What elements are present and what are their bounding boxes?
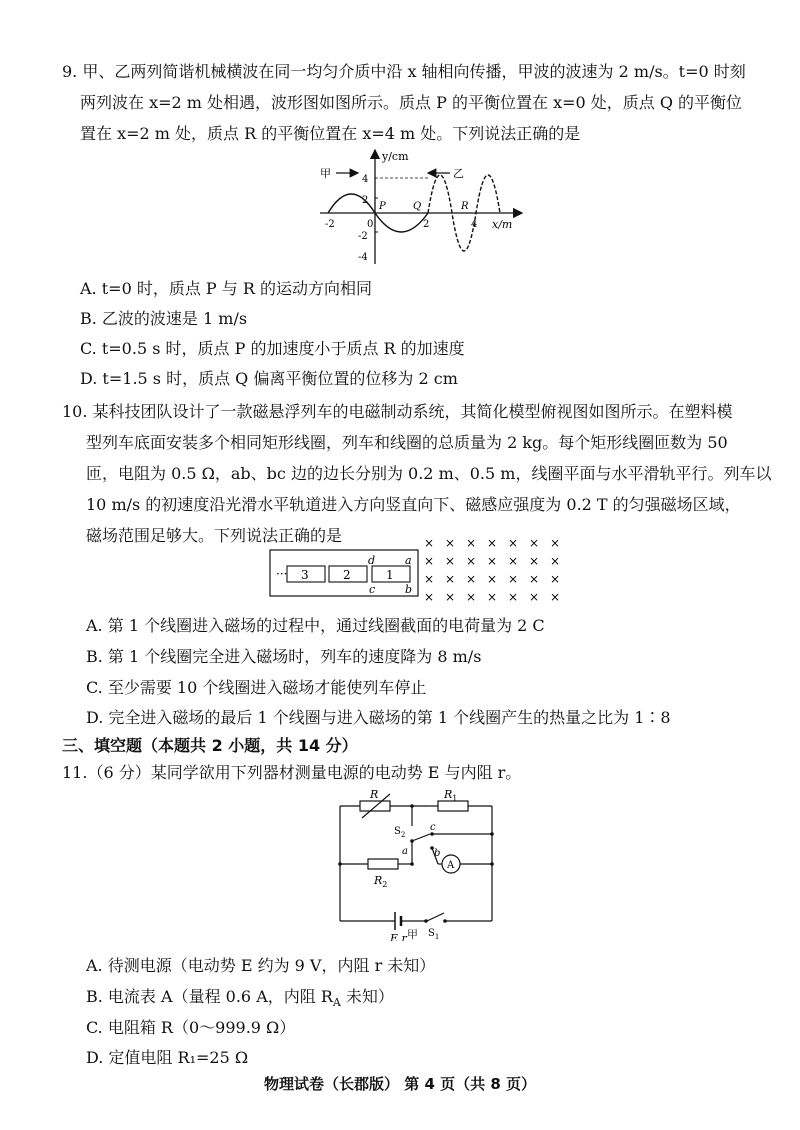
circuit-caption: 甲 (407, 928, 418, 941)
ellipsis: ··· (276, 567, 288, 581)
label-yi: 乙 (453, 167, 464, 180)
emf-label: E r (390, 932, 407, 941)
label-r: R (370, 788, 379, 801)
label-s1 (428, 928, 439, 941)
label-s2 (394, 826, 405, 839)
field-cross: × (424, 554, 435, 568)
y-axis-label: y/cm (382, 150, 409, 163)
q10-option-a: A. 第 1 个线圈进入磁场的过程中，通过线圈截面的电荷量为 2 C (86, 616, 545, 635)
x-axis-label: x/m (492, 218, 513, 231)
label-s1-main: S (428, 928, 435, 939)
field-cross: × (529, 536, 540, 550)
field-cross: × (529, 572, 540, 586)
label-r2 (373, 874, 387, 889)
q11-stem: 11.（6 分）某同学欲用下列器材测量电源的电动势 E 与内阻 r。 (62, 763, 522, 782)
label-r1-main: R (444, 788, 453, 801)
field-cross: × (466, 536, 477, 550)
field-cross: × (466, 554, 477, 568)
coil-1-label: 1 (386, 568, 394, 582)
q10-option-d: D. 完全进入磁场的最后 1 个线圈与进入磁场的第 1 个线圈产生的热量之比为 1∶8 (86, 708, 671, 727)
ammeter-label: A (447, 860, 455, 871)
x-tick-2: 2 (423, 219, 430, 230)
field-cross: × (508, 572, 519, 586)
q11-option-a: A. 待测电源（电动势 E 约为 9 V，内阻 r 未知） (86, 956, 436, 975)
corner-a: a (405, 554, 412, 567)
point-r: R (461, 201, 469, 212)
x-tick-4: 4 (471, 219, 478, 230)
label-r1 (443, 788, 457, 803)
q9-line-3: 置在 x=2 m 处，质点 R 的平衡位置在 x=4 m 处。下列说法正确的是 (80, 124, 581, 143)
switch-s1 (427, 913, 444, 921)
q11-option-d: D. 定值电阻 R₁=25 Ω (86, 1048, 249, 1067)
q9-line-2: 两列波在 x=2 m 处相遇，波形图如图所示。质点 P 的平衡位置在 x=0 处，质点 Q 的平衡位 (80, 93, 743, 112)
coil-figure (268, 532, 568, 611)
point-q: Q (413, 201, 422, 212)
x-tick-0: 0 (367, 219, 374, 230)
x-tick-neg2: -2 (325, 219, 335, 230)
q11-option-b (86, 987, 394, 1013)
q11-option-b-sub: A (332, 996, 341, 1010)
field-cross: × (550, 572, 561, 586)
page-footer: 物理试卷（长郡版） 第 4 页（共 8 页） (264, 1075, 536, 1093)
q10-line-4: 10 m/s 的初速度沿光滑水平轨道进入方向竖直向下、磁感应强度为 0.2 T 的匀强磁场区域， (86, 495, 741, 514)
coil-3-label: 3 (301, 568, 309, 582)
magnetic-field (424, 536, 560, 604)
node-c: c (430, 822, 436, 833)
field-cross: × (424, 590, 435, 604)
node-a: a (402, 846, 408, 857)
y-tick-neg4: -4 (358, 252, 368, 263)
y-tick-neg2: -2 (358, 231, 368, 242)
section-three-heading: 三、填空题（本题共 2 小题，共 14 分） (62, 736, 358, 755)
q9-option-c: C. t=0.5 s 时，质点 P 的加速度小于质点 R 的加速度 (80, 339, 465, 358)
q10-option-c: C. 至少需要 10 个线圈进入磁场才能使列车停止 (86, 678, 427, 697)
corner-d: d (368, 554, 376, 567)
field-cross: × (445, 572, 456, 586)
q10-line-5: 磁场范围足够大。下列说法正确的是 (86, 526, 343, 545)
field-cross: × (529, 590, 540, 604)
resistor-box-r (360, 801, 390, 811)
label-s2-main: S (394, 826, 401, 837)
field-cross: × (529, 554, 540, 568)
field-cross: × (508, 554, 519, 568)
q9-option-b: B. 乙波的波速是 1 m/s (80, 309, 248, 328)
q10-line-2: 型列车底面安装多个相同矩形线圈，列车和线圈的总质量为 2 kg。每个矩形线圈匝数为 50 (86, 433, 728, 452)
field-cross: × (508, 536, 519, 550)
q10-line-3: 匝，电阻为 0.5 Ω，ab、bc 边的边长分别为 0.2 m、0.5 m，线圈平面与水平滑轨平行。列车以 (86, 464, 772, 483)
field-cross: × (445, 554, 456, 568)
field-cross: × (424, 536, 435, 550)
field-cross: × (466, 572, 477, 586)
field-cross: × (424, 572, 435, 586)
field-cross: × (550, 554, 561, 568)
q11-option-b-text: B. 电流表 A（量程 0.6 A，内阻 R (86, 987, 333, 1006)
q11-option-b-tail: 未知） (340, 987, 394, 1006)
field-cross: × (487, 554, 498, 568)
field-cross: × (508, 590, 519, 604)
field-cross: × (550, 590, 561, 604)
circuit-figure (320, 786, 510, 945)
q10-line-1: 10. 某科技团队设计了一款磁悬浮列车的电磁制动系统，其简化模型俯视图如图所示。在塑料模 (62, 402, 733, 421)
q9-option-d: D. t=1.5 s 时，质点 Q 偏离平衡位置的位移为 2 cm (80, 369, 458, 388)
corner-b: b (405, 583, 413, 596)
label-s2-sub: 2 (400, 831, 406, 839)
label-jia: 甲 (320, 167, 331, 180)
wave-figure (300, 146, 530, 275)
switch-s2 (412, 834, 430, 841)
field-cross: × (445, 590, 456, 604)
field-cross: × (487, 590, 498, 604)
node-b: b (434, 848, 441, 859)
point-p: P (379, 201, 386, 212)
field-cross: × (550, 536, 561, 550)
label-r2-main: R (374, 874, 383, 887)
q9-line-1: 9. 甲、乙两列简谐机械横波在同一均匀介质中沿 x 轴相向传播，甲波的波速为 2 m/s。t=0 时刻 (62, 62, 746, 81)
label-r2-sub: 2 (382, 880, 388, 889)
q9-option-a: A. t=0 时，质点 P 与 R 的运动方向相同 (80, 279, 372, 298)
field-cross: × (487, 572, 498, 586)
corner-c: c (369, 583, 376, 596)
q10-option-b: B. 第 1 个线圈完全进入磁场时，列车的速度降为 8 m/s (86, 647, 482, 666)
field-cross: × (466, 590, 477, 604)
field-cross: × (445, 536, 456, 550)
label-r1-sub: 1 (452, 794, 458, 803)
coil-2-label: 2 (343, 568, 351, 582)
field-cross: × (487, 536, 498, 550)
resistor-r2 (368, 859, 398, 869)
label-s1-sub: 1 (434, 933, 440, 941)
y-tick-2: 2 (362, 195, 369, 206)
q11-option-c: C. 电阻箱 R（0～999.9 Ω） (86, 1018, 296, 1037)
y-tick-4: 4 (362, 174, 369, 185)
